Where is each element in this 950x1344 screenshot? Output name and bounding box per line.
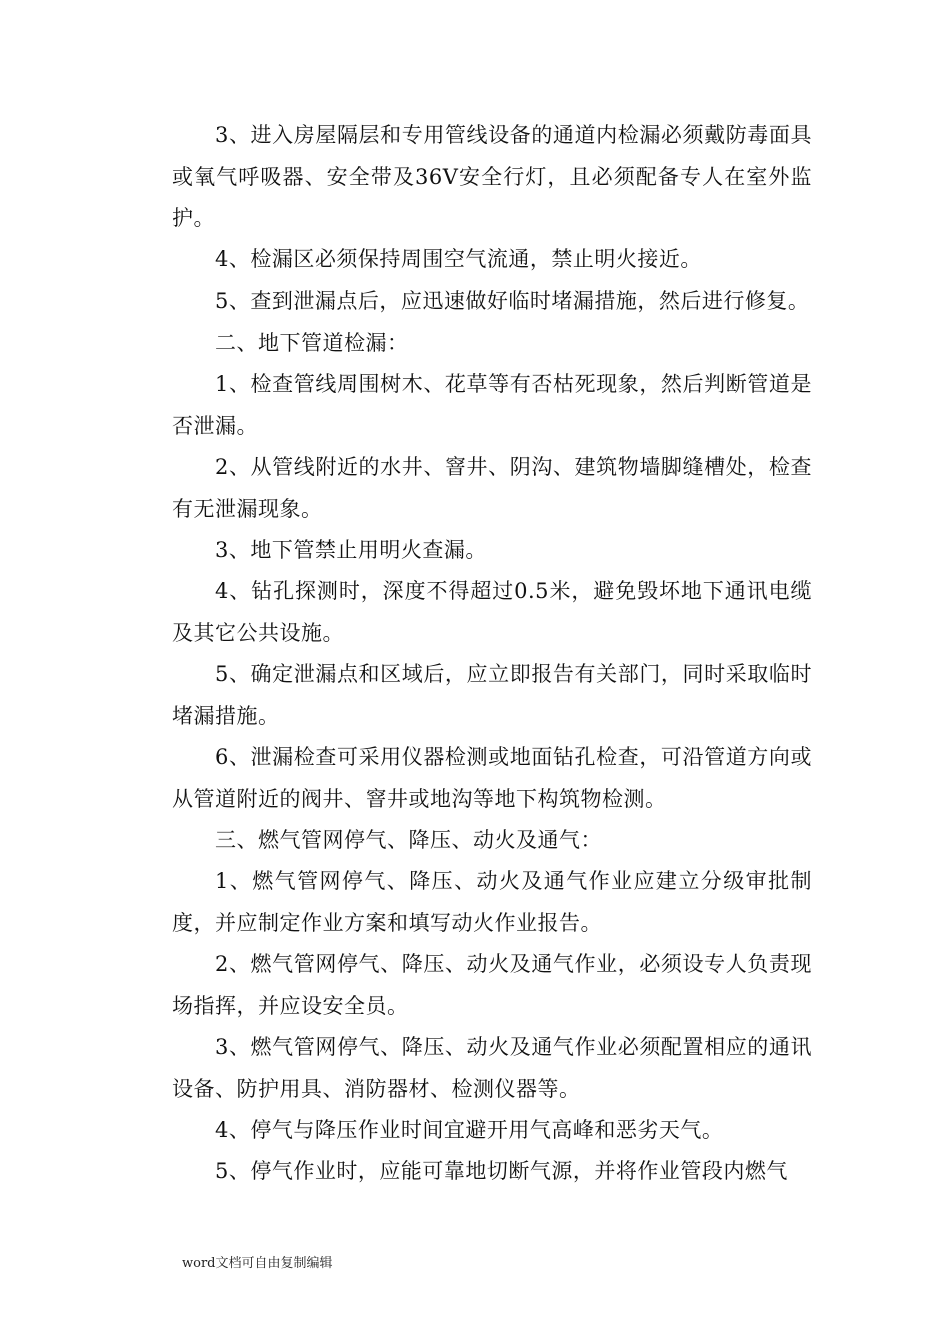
- paragraph-item-1-vegetation: 1、检查管线周围树木、花草等有否枯死现象，然后判断管道是否泄漏。: [172, 372, 812, 438]
- paragraph-item-5-shutoff: 5、停气作业时，应能可靠地切断气源，并将作业管段内燃气: [215, 1159, 788, 1183]
- paragraph-item-5-leak-repair: 5、查到泄漏点后，应迅速做好临时堵漏措施，然后进行修复。: [215, 289, 810, 313]
- paragraph-item-4-timing: 4、停气与降压作业时间宜避开用气高峰和恶劣天气。: [215, 1118, 724, 1142]
- paragraph-item-4-drilling: 4、钻孔探测时，深度不得超过0.5米，避免毁坏地下通讯电缆及其它公共设施。: [172, 579, 812, 645]
- paragraph-item-6-instruments: 6、泄漏检查可采用仪器检测或地面钻孔检查，可沿管道方向或从管道附近的阀井、窨井或地沟等地下构筑物检测。: [172, 745, 812, 811]
- paragraph-item-3-equipment: 3、燃气管网停气、降压、动火及通气作业必须配置相应的通讯设备、防护用具、消防器材、检测仪器等。: [172, 1035, 812, 1101]
- paragraph-item-5-report: 5、确定泄漏点和区域后，应立即报告有关部门，同时采取临时堵漏措施。: [172, 662, 812, 728]
- section-heading-underground-leak: 二、地下管道检漏：: [215, 331, 409, 355]
- paragraph-item-1-approval: 1、燃气管网停气、降压、动火及通气作业应建立分级审批制度，并应制定作业方案和填写动火作业报告。: [172, 869, 812, 935]
- section-heading-gas-network: 三、燃气管网停气、降压、动火及通气：: [215, 828, 602, 852]
- paragraph-item-2-supervisor: 2、燃气管网停气、降压、动火及通气作业，必须设专人负责现场指挥，并应设安全员。: [172, 952, 812, 1018]
- paragraph-item-3-no-open-flame: 3、地下管禁止用明火查漏。: [215, 538, 487, 562]
- paragraph-item-2-wells: 2、从管线附近的水井、窨井、阴沟、建筑物墙脚缝槽处，检查有无泄漏现象。: [172, 455, 812, 521]
- paragraph-item-3-inspection-equipment: 3、进入房屋隔层和专用管线设备的通道内检漏必须戴防毒面具或氧气呼吸器、安全带及36V安全行灯，且必须配备专人在室外监护。: [172, 123, 812, 230]
- paragraph-item-4-ventilation: 4、检漏区必须保持周围空气流通，禁止明火接近。: [215, 247, 702, 271]
- page-footer: word文档可自由复制编辑: [182, 1256, 333, 1271]
